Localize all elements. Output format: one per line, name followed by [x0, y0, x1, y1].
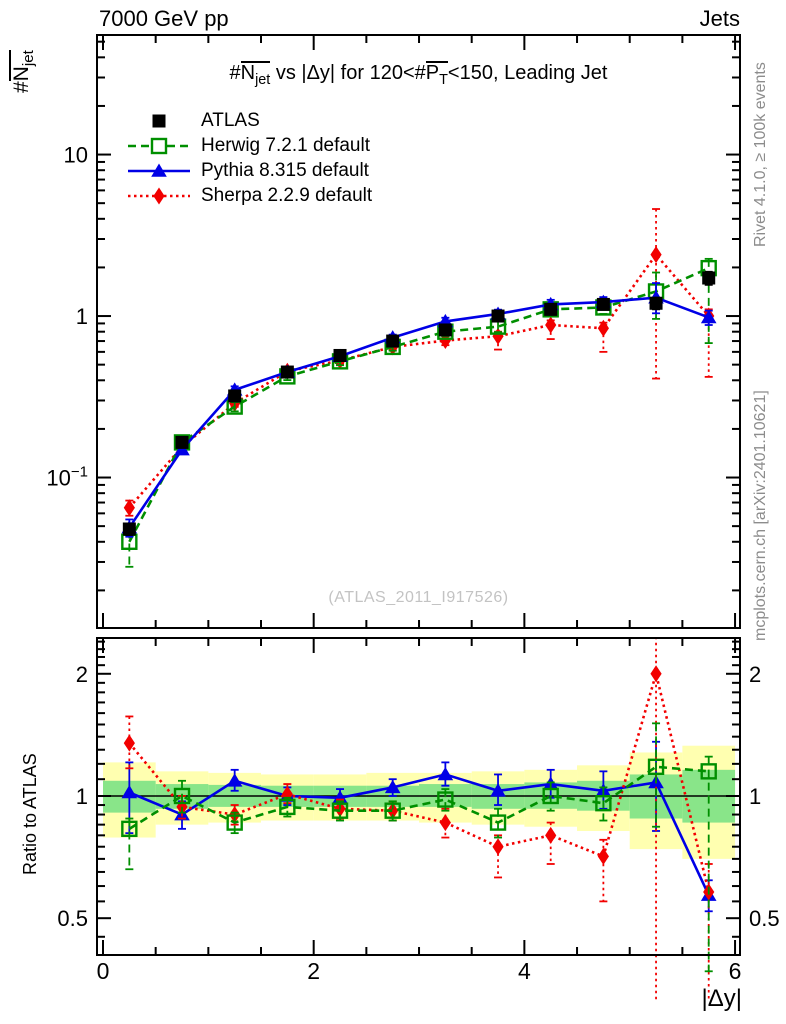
marker-diamond	[650, 246, 661, 263]
series-line	[129, 298, 708, 528]
title-observable-sub: jet	[255, 72, 271, 88]
ratio-uncertainty-bands	[103, 746, 735, 859]
x-tick-label: 6	[728, 958, 742, 984]
main-y-tick-label: 10	[63, 142, 88, 168]
marker-square	[544, 303, 557, 316]
marker-diamond	[492, 838, 503, 855]
main-y-tick-label: $10^{-1}$	[46, 463, 88, 491]
x-tick-label: 2	[307, 958, 321, 984]
legend-label-sherpa: Sherpa 2.2.9 default	[201, 185, 373, 206]
legend-label-atlas: ATLAS	[201, 110, 260, 131]
ratio-y-tick-label-left: 0.5	[57, 906, 88, 932]
marker-diamond	[545, 827, 556, 844]
legend-marker-open-square	[152, 139, 166, 153]
marker-square	[176, 436, 189, 449]
marker-square	[281, 366, 294, 379]
marker-square	[597, 298, 610, 311]
ratio-y-tick-label-right: 1	[749, 783, 762, 809]
ratio-y-tick-label-right: 2	[749, 661, 762, 687]
marker-diamond	[598, 848, 609, 865]
analysis-group-label: Jets	[699, 6, 740, 31]
main-series-atlas	[123, 272, 715, 536]
legend-symbols	[128, 115, 190, 205]
marker-diamond	[492, 328, 503, 345]
x-tick-label: 0	[96, 958, 110, 984]
series-line	[129, 268, 708, 542]
series-line	[129, 255, 708, 508]
main-series-herwig	[122, 259, 715, 567]
ratio-y-tick-label-left: 1	[75, 783, 88, 809]
ratio-series-herwig	[122, 723, 715, 971]
marker-diamond	[650, 665, 661, 682]
x-tick-label: 4	[517, 958, 531, 984]
marker-square	[334, 349, 347, 362]
legend-label-herwig: Herwig 7.2.1 default	[201, 135, 370, 156]
title-observable: N	[240, 62, 256, 84]
marker-square	[492, 310, 505, 323]
marker-square	[439, 323, 452, 336]
ratio-y-tick-label-left: 2	[75, 661, 88, 687]
marker-square	[123, 523, 136, 536]
marker-square	[650, 297, 663, 310]
legend-marker-diamond	[153, 188, 164, 205]
title-middle: vs |Δy| for 120<#	[270, 62, 426, 84]
rivet-version-label: Rivet 4.1.0, ≥ 100k events	[752, 62, 769, 247]
ratio-axis-label: Ratio to ATLAS	[20, 753, 40, 875]
axis-tick-labels	[46, 143, 779, 984]
x-axis-label: |Δy|	[701, 985, 742, 1012]
watermark: (ATLAS_2011_I917526)	[328, 589, 509, 606]
main-panel-frame	[97, 35, 740, 628]
marker-diamond	[545, 317, 556, 334]
legend-marker-square	[153, 115, 166, 128]
marker-square	[702, 272, 715, 285]
title-pt: P	[425, 62, 440, 84]
marker-square	[228, 389, 241, 402]
legend-label-pythia: Pythia 8.315 default	[201, 160, 369, 181]
beam-energy-label: 7000 GeV pp	[99, 6, 229, 31]
main-y-tick-label: 1	[75, 304, 88, 330]
title-pt-sub: T	[439, 72, 448, 88]
main-series-sherpa	[124, 209, 715, 516]
plot-title	[97, 61, 740, 88]
main-series-pythia	[122, 283, 717, 537]
ratio-y-tick-label-right: 0.5	[749, 906, 780, 932]
y-axis-label: $\#N_{jet}$	[10, 50, 38, 93]
title-suffix: <150, Leading Jet	[447, 62, 608, 84]
marker-square	[386, 335, 399, 348]
mcplots-credit-label: mcplots.cern.ch [arXiv:2401.10621]	[752, 390, 769, 641]
title-hash: #	[229, 62, 241, 84]
